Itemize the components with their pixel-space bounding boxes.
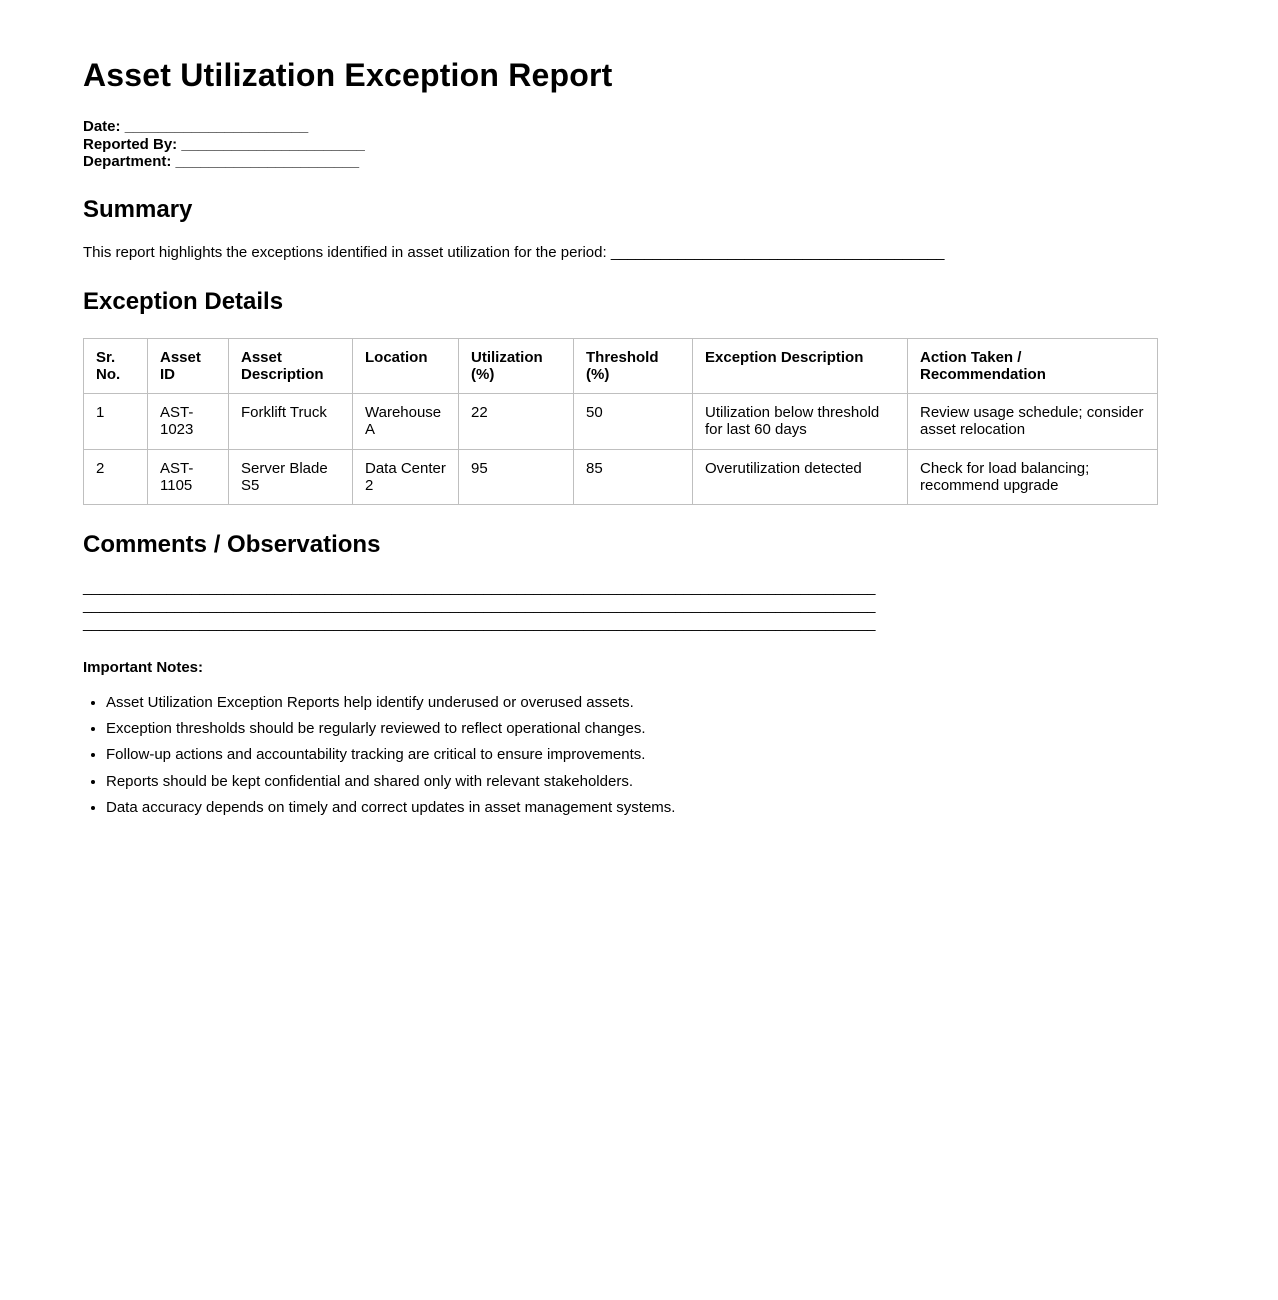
important-notes-list [83, 694, 1195, 816]
table-row [84, 394, 1158, 450]
comments-line-3: _______________________________________________________________________________________________ [83, 614, 876, 632]
cell-action-taken: Check for load balancing; recommend upgrade [908, 449, 1158, 505]
col-header-location: Location [353, 338, 459, 394]
cell-sr-no: 1 [84, 394, 148, 450]
col-header-sr-no: Sr. No. [84, 338, 148, 394]
cell-asset-id: AST-1023 [148, 394, 229, 450]
cell-action-taken: Review usage schedule; consider asset relocation [908, 394, 1158, 450]
cell-location: Data Center 2 [353, 449, 459, 505]
cell-threshold: 85 [574, 449, 693, 505]
date-label: Date: [83, 118, 121, 136]
cell-asset-id: AST-1105 [148, 449, 229, 505]
col-header-threshold: Threshold (%) [574, 338, 693, 394]
note-item: • Asset Utilization Exception Reports help identify underused or overused assets. [106, 694, 1195, 711]
note-item: • Exception thresholds should be regularly reviewed to reflect operational changes. [106, 720, 1195, 737]
cell-location: Warehouse A [353, 394, 459, 450]
col-header-utilization: Utilization (%) [459, 338, 574, 394]
page-title: Asset Utilization Exception Report [83, 57, 613, 93]
cell-asset-description: Forklift Truck [229, 394, 353, 450]
summary-text [83, 244, 1195, 261]
note-item: • Follow-up actions and accountability tracking are critical to ensure improvements. [106, 746, 1195, 763]
report-meta [83, 118, 1195, 170]
reported-by-label: Reported By: [83, 135, 178, 153]
cell-exception-description: Overutilization detected [693, 449, 908, 505]
note-item: • Reports should be kept confidential and shared only with relevant stakeholders. [106, 773, 1195, 790]
note-item: • Data accuracy depends on timely and correct updates in asset management systems. [106, 799, 1195, 816]
cell-exception-description: Utilization below threshold for last 60 days [693, 394, 908, 450]
col-header-exception-description: Exception Description [693, 338, 908, 394]
department-fill-line: ______________________ [175, 152, 360, 170]
comments-line-1: _______________________________________________________________________________________________ [83, 578, 876, 596]
table-row [84, 449, 1158, 505]
col-header-asset-id: Asset ID [148, 338, 229, 394]
department-label: Department: [83, 152, 172, 170]
exception-table [83, 338, 1158, 506]
comments-line-2: _______________________________________________________________________________________________ [83, 596, 876, 614]
col-header-asset-description: Asset Description [229, 338, 353, 394]
date-fill-line: ______________________ [124, 118, 309, 136]
comments-heading: Comments / Observations [83, 531, 381, 559]
cell-utilization: 95 [459, 449, 574, 505]
comments-fill-lines [83, 579, 1195, 633]
cell-asset-description: Server Blade S5 [229, 449, 353, 505]
table-header-row [84, 338, 1158, 394]
cell-utilization: 22 [459, 394, 574, 450]
important-notes-heading: Important Notes: [83, 658, 203, 676]
summary-heading: Summary [83, 196, 193, 224]
period-fill-line: ________________________________________ [610, 243, 945, 261]
col-header-action-taken: Action Taken / Recommendation [908, 338, 1158, 394]
exception-details-heading: Exception Details [83, 287, 284, 315]
cell-sr-no: 2 [84, 449, 148, 505]
reported-by-fill-line: ______________________ [181, 135, 365, 153]
summary-lead: This report highlights the exceptions identified in asset utilization for the period: [83, 243, 607, 261]
cell-threshold: 50 [574, 394, 693, 450]
